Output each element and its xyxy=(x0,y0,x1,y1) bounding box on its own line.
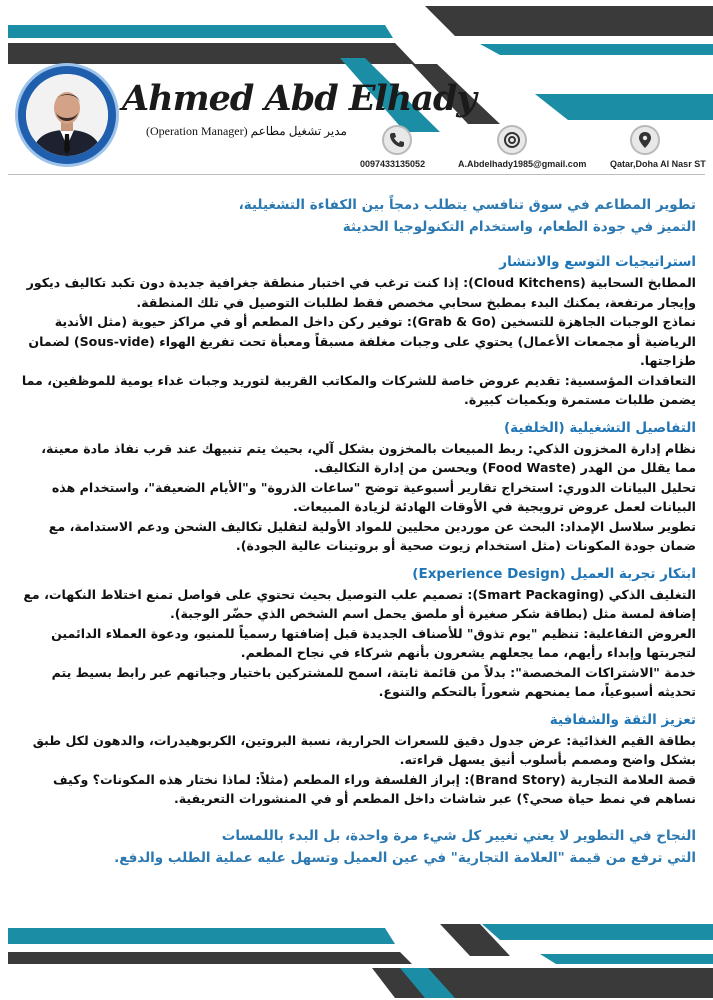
person-name: Ahmed Abd Elhady xyxy=(122,78,476,119)
section-heading: التفاصيل التشغيلية (الخلفية) xyxy=(504,419,696,436)
section-operations xyxy=(20,418,696,556)
paragraph: خدمة "الاشتراكات المخصصة": بدلاً من قائمة ثابتة، اسمح للمشتركين باختيار وجباتهم عبر رابط بسيط يتم تحديثه أسبوعياً، مما يمنحهم شعوراً بالتحكم والتنوع. xyxy=(51,664,696,699)
section-heading: تعزيز الثقة والشفافية xyxy=(549,711,696,728)
section-heading: استراتيجيات التوسع والانتشار xyxy=(499,254,696,270)
footer-decoration xyxy=(0,918,713,1000)
section-experience xyxy=(20,564,696,702)
closing-text: النجاح في التطوير لا يعني تغيير كل شيء مرة واحدة، بل البدء باللمسات التي ترفع من قيمة "العلامة التجارية" في عين العميل وتسهل عليه عملية الطلب والدفع. xyxy=(114,827,696,866)
intro-text: تطوير المطاعم في سوق تنافسي يتطلب دمجاً بين الكفاءة التشغيلية، التميز في جودة الطعام، واستخدام التكنولوجيا الحديثة xyxy=(238,197,696,235)
person-icon xyxy=(26,74,108,156)
paragraph: نظام إدارة المخزون الذكي: ربط المبيعات بالمخزون بشكل آلي، بحيث يتم تنبيهك عند قرب نفاذ مادة معينة، مما يقلل من الهدر (Food Waste) ويحسن من إدارة التكاليف. xyxy=(41,440,696,475)
paragraph: التغليف الذكي (Smart Packaging): تصميم علب التوصيل بحيث تحتوي على فواصل تمنع اختلاط النكهات، مع إضافة لمسة مثل (بطاقة شكر صغيرة أو ملصق يحمل اسم الشخص الذي حضّر الوجبة). xyxy=(23,586,696,621)
paragraph: نماذج الوجبات الجاهزة للتسخين (Grab & Go): توفير ركن داخل المطعم أو في مراكز حيوية (مثل الأندية الرياضية أو مجمعات الأعمال) يحتوي على وجبات مغلفة مسبقاً ومعبأة تحت تفريغ الهواء (Sous-vide) لضمان طزاجتها. xyxy=(28,314,696,368)
document-body xyxy=(20,194,696,869)
section-heading: ابتكار تجربة العميل (Experience Design) xyxy=(412,565,696,582)
section-trust xyxy=(20,710,696,809)
paragraph: التعاقدات المؤسسية: تقديم عروض خاصة للشركات والمكاتب القريبة لتوريد وجبات غداء يومية للموظفين، مما يضمن طلبات مستمرة وبكميات كبيرة. xyxy=(21,372,696,407)
paragraph: تطوير سلاسل الإمداد: البحث عن موردين محليين للمواد الأولية لتقليل تكاليف الشحن ودعم الاستدامة، مع ضمان جودة المكونات (مثل استخدام زيوت صحية أو بروتينات عالية الجودة). xyxy=(48,518,696,553)
paragraph: المطابخ السحابية (Cloud Kitchens): إذا كنت ترغب في اختبار منطقة جغرافية جديدة دون تكبد تكاليف ديكور وإيجار مرتفعة، يمكنك البدء بمطبخ سحابي مخصص فقط لطلبات التوصيل في تلك المنطقة. xyxy=(26,275,696,310)
avatar xyxy=(18,66,116,164)
at-icon xyxy=(497,125,527,155)
paragraph: العروض التفاعلية: تنظيم "يوم تذوق" للأصناف الجديدة قبل إضافتها رسمياً للمنيو، ودعوة العملاء الدائمين لتجربتها وإبداء رأيهم، مما يجعلهم يشعرون بأنهم شركاء في نجاح المطعم. xyxy=(51,625,696,660)
location-icon xyxy=(630,125,660,155)
paragraph: بطاقة القيم الغذائية: عرض جدول دقيق للسعرات الحرارية، نسبة البروتين، الكربوهيدرات، والدهون لكل طبق بشكل واضح ومصمم بأسلوب أنيق يسهل قراءته. xyxy=(32,732,696,767)
paragraph: تحليل البيانات الدوري: استخراج تقارير أسبوعية توضح "ساعات الذروة" و"الأيام الضعيفة"، واستخدام هذه البيانات لعمل عروض ترويجية في الأوقات الهادئة لزيادة المبيعات. xyxy=(51,479,696,514)
phone-icon xyxy=(382,125,412,155)
paragraph: قصة العلامة التجارية (Brand Story): إبراز الفلسفة وراء المطعم (مثلاً: لماذا نختار هذه المكونات؟ وكيف نساهم في نمط حياة صحي؟) عبر شاشات داخل المطعم أو في المنشورات التعريفية. xyxy=(53,771,696,806)
phone-number: 0097433135052 xyxy=(360,159,426,169)
job-title: مدير تشغيل مطاعم (Operation Manager) xyxy=(146,124,347,138)
email-address: A.Abdelhady1985@gmail.com xyxy=(458,159,587,169)
address: Qatar,Doha Al Nasr ST xyxy=(610,159,706,169)
header-divider xyxy=(8,174,705,175)
section-expansion xyxy=(20,252,696,410)
